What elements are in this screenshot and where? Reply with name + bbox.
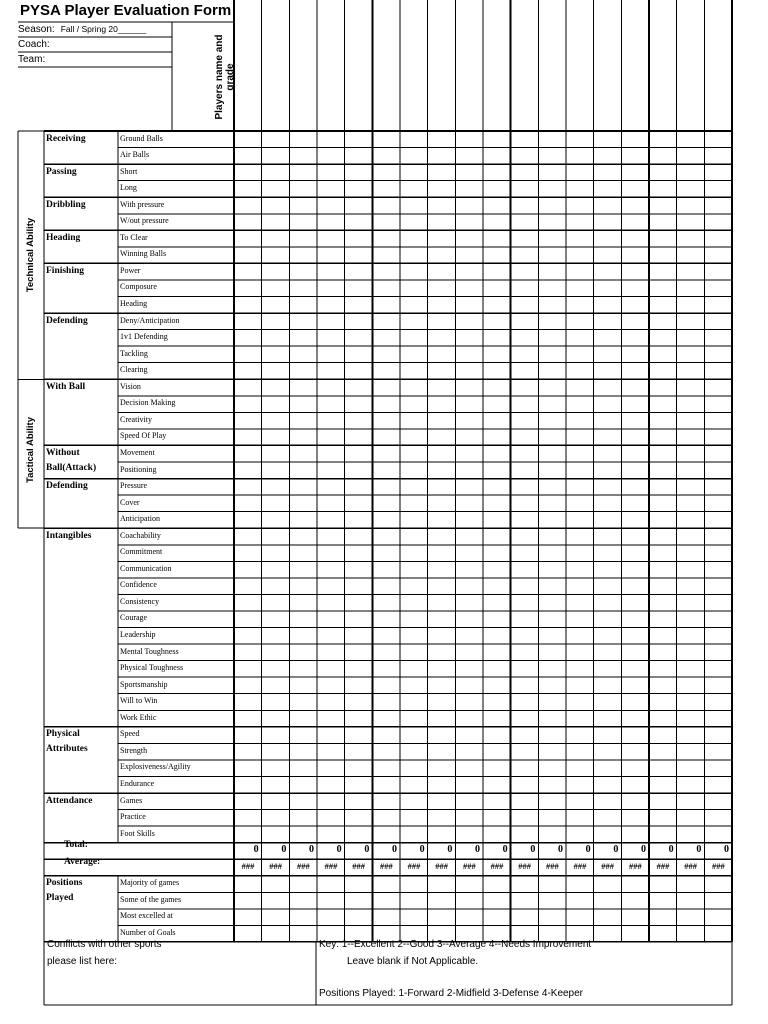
player-average: ### (573, 861, 587, 872)
players-name-header: Players name and grade (214, 34, 236, 120)
player-total: 0 (281, 843, 287, 855)
coach-label: Coach: (18, 39, 50, 50)
row-label: Foot Skills (120, 828, 155, 838)
conflicts-line-1: Conflicts with other sports (47, 939, 162, 950)
row-label: Consistency (120, 596, 160, 606)
category-label: Receiving (46, 133, 86, 144)
row-label: Winning Balls (120, 249, 167, 259)
positions-row-label: Number of Goals (120, 927, 176, 937)
category-label: Defending (46, 481, 88, 492)
row-label: Endurance (120, 778, 155, 788)
row-label: 1v1 Defending (120, 332, 168, 342)
category-label: Physical Attributes (46, 729, 88, 755)
team-field[interactable] (18, 54, 45, 65)
player-average: ### (628, 861, 642, 872)
row-label: Will to Win (120, 696, 158, 706)
row-label: Composure (120, 282, 157, 292)
player-total: 0 (558, 843, 563, 855)
player-average: ### (518, 861, 532, 872)
row-label: Vision (120, 381, 141, 391)
player-average: ### (462, 861, 476, 872)
positions-row-label: Most excelled at (120, 911, 173, 921)
team-label: Team: (18, 54, 46, 65)
positions-row-label: Majority of games (120, 878, 180, 888)
player-total: 0 (336, 843, 342, 855)
player-average: ### (241, 861, 255, 872)
player-total: 0 (724, 843, 729, 855)
row-label: Creativity (120, 414, 152, 424)
conflicts-line-2: please list here: (47, 956, 118, 967)
category-label: Intangibles (46, 530, 92, 541)
player-total: 0 (364, 843, 370, 855)
player-total: 0 (309, 843, 314, 855)
row-label: Confidence (120, 580, 157, 590)
season-label: Season: (18, 24, 55, 35)
form-title: PYSA Player Evaluation Form (20, 2, 232, 19)
season-value[interactable]: Fall / Spring 20______ (60, 24, 147, 34)
player-average: ### (407, 861, 421, 872)
average-label: Average: (64, 857, 101, 867)
row-label: Decision Making (120, 398, 176, 408)
player-average: ### (435, 861, 449, 872)
player-total: 0 (530, 843, 536, 855)
row-label: Explosiveness/Agility (120, 762, 191, 772)
key-line-1: Key: 1--Excellent 2--Good 3--Average 4--Needs Improvement (319, 939, 592, 950)
player-average: ### (324, 861, 338, 872)
player-total: 0 (585, 843, 591, 855)
row-label: Strength (120, 745, 148, 755)
player-average: ### (296, 861, 310, 872)
player-average: ### (545, 861, 559, 872)
player-total: 0 (447, 843, 453, 855)
positions-row-label: Some of the games (120, 894, 182, 904)
row-label: Leadership (120, 630, 156, 639)
player-total: 0 (668, 843, 674, 855)
row-label: To Clear (120, 232, 148, 242)
row-label: Coachability (120, 530, 161, 540)
row-label: With pressure (120, 199, 165, 209)
player-average: ### (684, 861, 698, 872)
row-label: Mental Toughness (120, 646, 179, 656)
player-total: 0 (696, 843, 702, 855)
row-label: Cover (120, 497, 140, 507)
row-label: Practice (120, 812, 146, 822)
player-average: ### (711, 861, 725, 872)
player-average: ### (490, 861, 504, 872)
row-label: Movement (120, 447, 155, 457)
row-label: Tackling (120, 348, 148, 358)
row-label: Power (120, 265, 141, 275)
row-label: Ground Balls (120, 133, 163, 143)
positions-played-label: Positions Played (46, 878, 83, 904)
row-label: Communication (120, 563, 172, 573)
player-total: 0 (419, 843, 425, 855)
player-average: ### (269, 861, 283, 872)
coach-field[interactable] (18, 39, 50, 50)
player-total: 0 (502, 843, 508, 855)
row-label: Positioning (120, 464, 157, 474)
player-average: ### (656, 861, 670, 872)
row-label: Short (120, 166, 138, 176)
season-field (18, 24, 146, 35)
row-label: Speed (120, 729, 140, 739)
row-label: Deny/Anticipation (120, 315, 180, 325)
key-line-3: Positions Played: 1-Forward 2-Midfield 3-Defense 4-Keeper (319, 988, 584, 999)
row-label: Long (120, 183, 137, 193)
row-label: W/out pressure (120, 216, 169, 226)
row-label: Work Ethic (120, 712, 157, 722)
player-average: ### (379, 861, 393, 872)
row-label: Heading (120, 299, 148, 308)
category-label: With Ball (46, 381, 86, 392)
tactical-ability-label: Tactical Ability (25, 417, 36, 483)
row-label: Games (120, 795, 143, 805)
row-label: Air Balls (120, 150, 150, 160)
player-average: ### (352, 861, 366, 872)
row-label: Sportsmanship (120, 679, 168, 689)
row-label: Physical Toughness (120, 663, 184, 673)
player-total: 0 (475, 843, 480, 855)
player-total: 0 (253, 843, 259, 855)
category-label: Finishing (46, 265, 85, 276)
key-line-2: Leave blank if Not Applicable. (347, 956, 479, 967)
player-total: 0 (392, 843, 397, 855)
player-total: 0 (641, 843, 646, 855)
category-label: Passing (46, 166, 77, 177)
category-label: Dribbling (46, 199, 86, 210)
category-label: Without Ball(Attack) (46, 447, 97, 473)
row-label: Anticipation (120, 514, 160, 524)
row-label: Clearing (120, 365, 148, 375)
category-label: Defending (46, 315, 88, 326)
category-label: Attendance (46, 795, 93, 806)
total-label: Total: (64, 840, 88, 850)
technical-ability-label: Technical Ability (25, 217, 36, 293)
row-label: Commitment (120, 547, 163, 557)
row-label: Pressure (120, 481, 148, 491)
player-total: 0 (613, 843, 619, 855)
row-label: Courage (120, 613, 148, 623)
player-average: ### (601, 861, 615, 872)
row-label: Speed Of Play (120, 431, 167, 441)
category-label: Heading (46, 232, 81, 243)
